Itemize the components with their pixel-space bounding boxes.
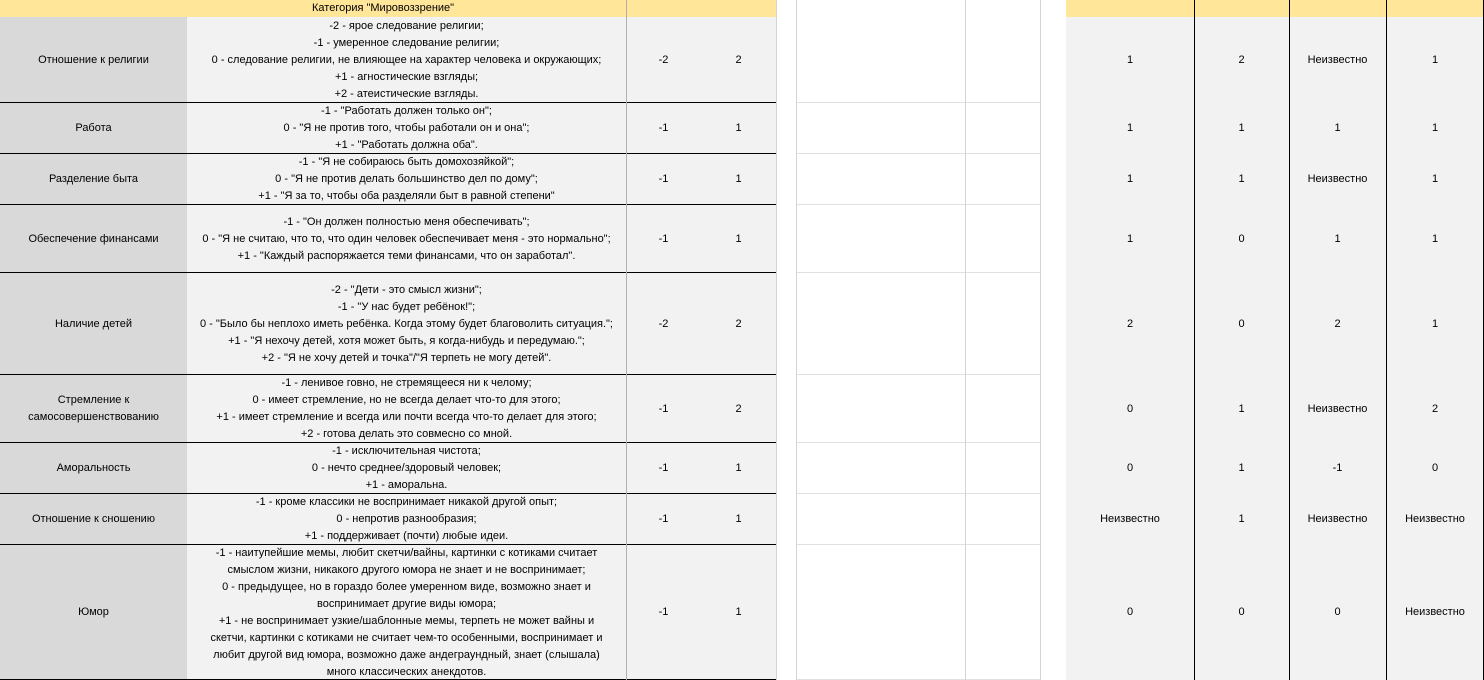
row-label-cell-text: Наличие детей: [54, 317, 133, 330]
row-result-cell-4[interactable]: [1386, 205, 1484, 273]
row-result-cell-2-text: 2: [1238, 53, 1245, 66]
row-label-cell-text: Юмор: [78, 606, 109, 618]
row-result-cell-2-text: 1: [1238, 462, 1245, 474]
row-empty-cell[interactable]: [1040, 494, 1066, 545]
row-result-cell-4[interactable]: [1386, 375, 1484, 443]
row-min-cell-text: -2: [658, 317, 669, 330]
row-result-cell-4-text: Неизвестно: [1405, 606, 1465, 618]
row-result-cell-3[interactable]: [1289, 205, 1386, 273]
row-description-cell[interactable]: [187, 443, 626, 494]
row-min-cell-text: -1: [658, 606, 669, 618]
row-result-cell-3-text: 1: [1334, 122, 1341, 134]
row-description-cell-text: -1 - ленивое говно, не стремящееся ни к челому; 0 - имеет стремление, но не всегда делает что-то для этого; +1 - имеет стремление и всегда или почти всегда что-то делает для этого; +2 - готова делать это совмесно со мной.: [216, 377, 597, 440]
row-empty-cell[interactable]: [965, 375, 1040, 443]
row-empty-cell[interactable]: [965, 545, 1040, 680]
row-max-cell-text: 1: [735, 513, 742, 525]
row-empty-cell[interactable]: [796, 494, 965, 545]
row-description-cell-text: -1 - "Работать должен только он"; 0 - "Я не против того, чтобы работали он и она"; +1 - "Работать должна оба".: [283, 105, 530, 151]
row-min-cell[interactable]: [626, 443, 701, 494]
row-result-cell-2[interactable]: [1194, 154, 1289, 205]
row-empty-cell[interactable]: [965, 154, 1040, 205]
row-result-cell-1-text: 2: [1126, 317, 1134, 330]
row-result-cell-4-text: 1: [1431, 53, 1439, 66]
row-empty-cell[interactable]: [776, 494, 796, 545]
row-result-cell-2-text: 1: [1238, 173, 1245, 185]
row-min-cell-text: -1: [658, 462, 669, 474]
row-label-cell[interactable]: [0, 375, 187, 443]
row-result-cell-2-text: 1: [1238, 122, 1245, 134]
row-min-cell-text: -1: [658, 173, 669, 185]
row-empty-cell[interactable]: [776, 103, 796, 154]
row-result-cell-3-text: Неизвестно: [1307, 173, 1368, 185]
row-result-cell-2[interactable]: [1194, 103, 1289, 154]
row-max-cell[interactable]: [701, 103, 776, 154]
grid-line: [1289, 0, 1290, 680]
row-result-cell-3-text: Неизвестно: [1307, 513, 1368, 525]
row-result-cell-2[interactable]: [1194, 443, 1289, 494]
row-result-cell-1-text: 1: [1126, 232, 1134, 245]
header-cell-a[interactable]: [0, 0, 187, 17]
row-result-cell-4[interactable]: [1386, 17, 1484, 103]
row-result-cell-3[interactable]: [1289, 494, 1386, 545]
row-empty-cell[interactable]: [1040, 103, 1066, 154]
grid-line: [796, 0, 797, 680]
row-max-cell-text: 1: [735, 173, 742, 185]
row-description-cell[interactable]: [187, 154, 626, 205]
row-empty-cell[interactable]: [1040, 443, 1066, 494]
row-max-cell[interactable]: [701, 273, 776, 375]
row-empty-cell[interactable]: [796, 17, 965, 103]
row-result-cell-2[interactable]: [1194, 205, 1289, 273]
row-result-cell-4[interactable]: [1386, 443, 1484, 494]
row-result-cell-3[interactable]: [1289, 273, 1386, 375]
row-result-cell-1[interactable]: [1066, 273, 1194, 375]
row-min-cell[interactable]: [626, 205, 701, 273]
row-empty-cell[interactable]: [776, 545, 796, 680]
grid-line: [1386, 0, 1387, 680]
row-result-cell-2-text: 0: [1238, 606, 1245, 618]
row-result-cell-4-text: 1: [1431, 173, 1439, 185]
row-label-cell[interactable]: [0, 103, 187, 154]
row-max-cell-text: 1: [735, 462, 742, 474]
row-empty-cell[interactable]: [965, 273, 1040, 375]
row-label-cell-text: Работа: [75, 122, 112, 134]
row-empty-cell[interactable]: [1040, 545, 1066, 680]
grid-line: [965, 0, 966, 680]
header-cell-results[interactable]: [1066, 0, 1484, 17]
row-result-cell-4-text: 1: [1431, 122, 1439, 134]
row-result-cell-1[interactable]: [1066, 103, 1194, 154]
row-result-cell-1-text: 0: [1126, 606, 1134, 618]
row-empty-cell[interactable]: [1040, 205, 1066, 273]
row-result-cell-3[interactable]: [1289, 375, 1386, 443]
row-result-cell-3[interactable]: [1289, 103, 1386, 154]
row-label-cell[interactable]: [0, 273, 187, 375]
row-result-cell-1[interactable]: [1066, 443, 1194, 494]
row-max-cell-text: 1: [735, 232, 742, 245]
row-max-cell[interactable]: [701, 443, 776, 494]
row-empty-cell[interactable]: [776, 205, 796, 273]
row-label-cell-text: Разделение быта: [48, 173, 139, 185]
header-blank-1[interactable]: [776, 0, 796, 17]
category-title-text: Категория "Мировоззрение": [312, 2, 455, 14]
row-result-cell-1-text: 1: [1126, 173, 1134, 185]
row-result-cell-2-text: 0: [1238, 317, 1245, 330]
row-empty-cell[interactable]: [776, 443, 796, 494]
grid-line: [776, 0, 777, 680]
row-min-cell[interactable]: [626, 103, 701, 154]
row-label-cell-text: Отношение к религии: [38, 53, 149, 66]
row-label-cell-text: Аморальность: [56, 462, 131, 474]
row-min-cell[interactable]: [626, 494, 701, 545]
row-label-cell[interactable]: [0, 545, 187, 680]
row-min-cell[interactable]: [626, 375, 701, 443]
row-empty-cell[interactable]: [796, 273, 965, 375]
row-max-cell-text: 2: [735, 53, 742, 66]
row-label-cell[interactable]: [0, 443, 187, 494]
row-max-cell-text: 1: [735, 606, 742, 618]
row-label-cell[interactable]: [0, 494, 187, 545]
row-description-cell[interactable]: [187, 103, 626, 154]
row-empty-cell[interactable]: [796, 103, 965, 154]
row-result-cell-4-text: 1: [1431, 232, 1439, 245]
row-description-cell-text: -2 - ярое следование религии; -1 - умеренное следование религии; 0 - следование религии, не влияющее на характер человека и окружающих; +1 - агностические взгляды; +2 - атеистические взгляды.: [211, 19, 602, 100]
row-result-cell-4[interactable]: [1386, 273, 1484, 375]
row-empty-cell[interactable]: [796, 443, 965, 494]
row-min-cell-text: -2: [658, 53, 669, 66]
row-description-cell-text: -1 - "Я не собираюсь быть домохозяйкой"; 0 - "Я не против делать большинство дел по дому"; +1 - "Я за то, чтобы оба разделяли быт в равной степени": [258, 156, 555, 202]
row-min-cell-text: -1: [658, 122, 669, 134]
row-empty-cell[interactable]: [776, 273, 796, 375]
category-title[interactable]: [187, 0, 776, 17]
row-result-cell-2[interactable]: [1194, 545, 1289, 680]
row-empty-cell[interactable]: [776, 17, 796, 103]
row-result-cell-1[interactable]: [1066, 494, 1194, 545]
grid-line: [1040, 0, 1041, 680]
row-result-cell-2-text: 1: [1238, 513, 1245, 525]
row-max-cell[interactable]: [701, 17, 776, 103]
row-result-cell-4-text: Неизвестно: [1405, 513, 1465, 525]
row-empty-cell[interactable]: [796, 375, 965, 443]
row-max-cell[interactable]: [701, 545, 776, 680]
row-result-cell-3-text: 1: [1334, 232, 1341, 245]
row-result-cell-4[interactable]: [1386, 494, 1484, 545]
row-result-cell-3[interactable]: [1289, 443, 1386, 494]
row-result-cell-1-text: 0: [1126, 462, 1134, 474]
row-label-cell[interactable]: [0, 17, 187, 103]
row-result-cell-2[interactable]: [1194, 375, 1289, 443]
row-result-cell-2-text: 0: [1238, 232, 1245, 245]
row-empty-cell[interactable]: [796, 545, 965, 680]
row-result-cell-3-text: -1: [1332, 462, 1343, 474]
row-label-cell[interactable]: [0, 154, 187, 205]
row-label-cell-text: Обеспечение финансами: [28, 232, 159, 245]
row-result-cell-4[interactable]: [1386, 154, 1484, 205]
row-max-cell-text: 1: [735, 122, 742, 134]
row-empty-cell[interactable]: [1040, 273, 1066, 375]
row-result-cell-1[interactable]: [1066, 205, 1194, 273]
row-result-cell-1-text: 0: [1126, 402, 1134, 415]
row-max-cell[interactable]: [701, 154, 776, 205]
row-description-cell[interactable]: [187, 375, 626, 443]
row-label-cell-text: Отношение к сношению: [31, 513, 156, 525]
row-min-cell[interactable]: [626, 545, 701, 680]
row-result-cell-3-text: 2: [1334, 317, 1341, 330]
header-blank-2[interactable]: [796, 0, 1066, 17]
row-min-cell[interactable]: [626, 154, 701, 205]
row-max-cell[interactable]: [701, 494, 776, 545]
row-result-cell-3[interactable]: [1289, 154, 1386, 205]
row-description-cell[interactable]: [187, 17, 626, 103]
row-empty-cell[interactable]: [965, 103, 1040, 154]
row-label-cell-text: Стремление к самосовершенствованию: [28, 394, 159, 423]
row-result-cell-1[interactable]: [1066, 17, 1194, 103]
row-min-cell-text: -1: [658, 513, 669, 525]
row-result-cell-4-text: 2: [1431, 402, 1439, 415]
row-empty-cell[interactable]: [965, 494, 1040, 545]
row-min-cell[interactable]: [626, 17, 701, 103]
row-max-cell[interactable]: [701, 205, 776, 273]
row-result-cell-1-text: 1: [1126, 122, 1134, 134]
row-result-cell-4[interactable]: [1386, 545, 1484, 680]
row-min-cell-text: -1: [658, 232, 669, 245]
row-description-cell[interactable]: [187, 494, 626, 545]
row-max-cell[interactable]: [701, 375, 776, 443]
row-empty-cell[interactable]: [1040, 375, 1066, 443]
row-result-cell-3-text: Неизвестно: [1307, 53, 1368, 66]
row-result-cell-4[interactable]: [1386, 103, 1484, 154]
row-empty-cell[interactable]: [965, 443, 1040, 494]
row-result-cell-3-text: 0: [1334, 606, 1341, 618]
row-min-cell-text: -1: [658, 402, 669, 415]
row-description-cell-text: -2 - "Дети - это смысл жизни"; -1 - "У нас будет ребёнок!"; 0 - "Было бы неплохо иметь ребёнка. Когда этому будет благоволить ситуация."; +1 - "Я нехочу детей, хотя может быть, я когда-нибудь и передумаю."; +2 - "Я не хочу детей и точка"/"Я терпеть не могу детей".: [200, 283, 613, 364]
row-empty-cell[interactable]: [1040, 154, 1066, 205]
row-label-cell[interactable]: [0, 205, 187, 273]
row-min-cell[interactable]: [626, 273, 701, 375]
row-result-cell-3[interactable]: [1289, 545, 1386, 680]
row-empty-cell[interactable]: [965, 205, 1040, 273]
row-description-cell[interactable]: [187, 545, 626, 680]
row-empty-cell[interactable]: [1040, 17, 1066, 103]
row-empty-cell[interactable]: [776, 375, 796, 443]
row-result-cell-1[interactable]: [1066, 375, 1194, 443]
row-description-cell-text: -1 - исключительная чистота; 0 - нечто среднее/здоровый человек; +1 - аморальна.: [311, 445, 502, 491]
row-description-cell[interactable]: [187, 273, 626, 375]
row-empty-cell[interactable]: [965, 17, 1040, 103]
row-result-cell-2[interactable]: [1194, 494, 1289, 545]
row-description-cell[interactable]: [187, 205, 626, 273]
row-result-cell-2-text: 1: [1238, 402, 1245, 415]
row-result-cell-4-text: 1: [1431, 317, 1439, 330]
row-empty-cell[interactable]: [776, 154, 796, 205]
row-result-cell-4-text: 0: [1431, 462, 1439, 474]
row-empty-cell[interactable]: [796, 205, 965, 273]
row-description-cell-text: -1 - наитупейшие мемы, любит скетчи/вайны, картинки с котиками считает смыслом жизни, никакого другого юмора не знает и не воспринимает; 0 - предыдущее, но в гораздо более умеренном виде, возможно знает и воспринимает другие виды юмора; +1 - не воспринимает узкие/шаблонные мемы, терпеть не может вайны и скетчи, картинки с котиками не считает чем-то особенными, воспринимает и любит другой вид юмора, возможно даже андеграундный, знает (слышала) много классических анекдотов.: [210, 546, 603, 678]
row-max-cell-text: 2: [735, 317, 742, 330]
row-result-cell-2[interactable]: [1194, 17, 1289, 103]
row-result-cell-1-text: 1: [1126, 53, 1134, 66]
row-result-cell-1[interactable]: [1066, 545, 1194, 680]
row-result-cell-1-text: Неизвестно: [1100, 513, 1160, 525]
row-empty-cell[interactable]: [796, 154, 965, 205]
row-result-cell-2[interactable]: [1194, 273, 1289, 375]
grid-line: [626, 0, 627, 680]
row-result-cell-1[interactable]: [1066, 154, 1194, 205]
row-result-cell-3-text: Неизвестно: [1307, 402, 1368, 415]
grid-line: [1194, 0, 1195, 680]
row-result-cell-3[interactable]: [1289, 17, 1386, 103]
row-max-cell-text: 2: [735, 402, 742, 415]
row-description-cell-text: -1 - "Он должен полностью меня обеспечивать"; 0 - "Я не считаю, что то, что один человек обеспечивает меня - это нормально"; +1 - "Каждый распоряжается теми финансами, что он заработал".: [202, 215, 611, 262]
row-description-cell-text: -1 - кроме классики не воспринимает никакой другой опыт; 0 - непротив разнообразия; +1 - поддерживает (почти) любые идеи.: [255, 496, 558, 542]
